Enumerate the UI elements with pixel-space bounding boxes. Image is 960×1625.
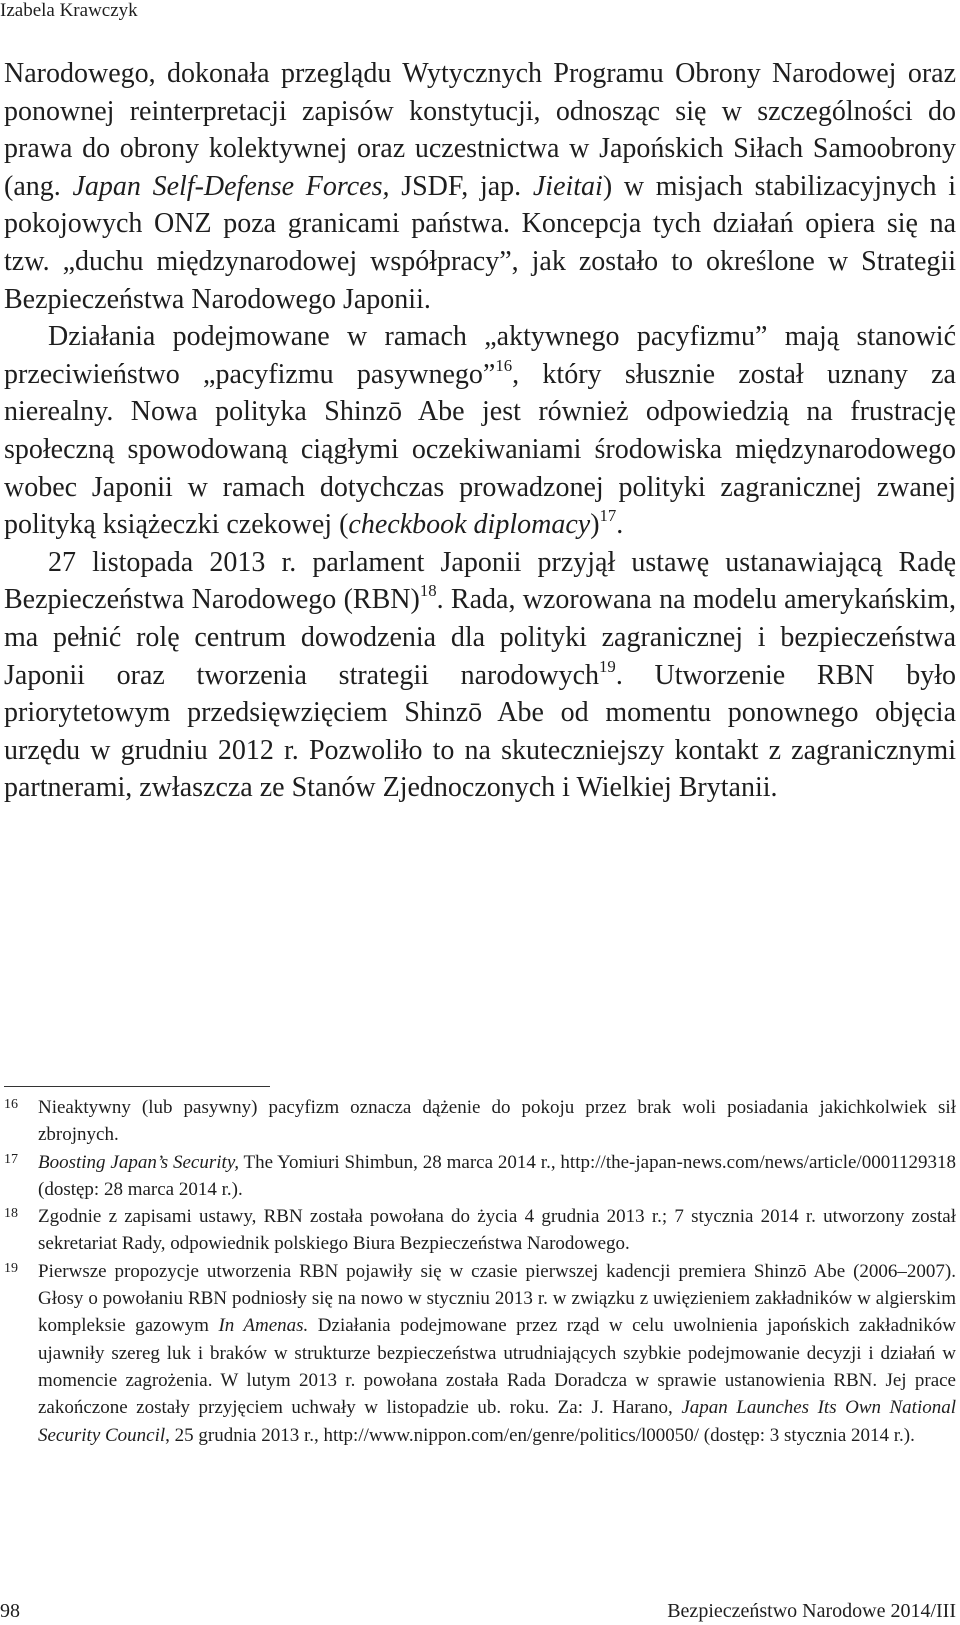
header-author: Izabela Krawczyk bbox=[0, 0, 138, 21]
footnote-text: Pierwsze propozycje utworzenia RBN pojawiły się w czasie pierwszej kadencji premiera Shinzō Abe (2006–2007). Głosy o powołaniu RBN podniosły się na nowo w styczniu 2013 r. w związku z uwięzieniem zakładników w algierskim kompleksie gazowym In Amenas. Działania podejmowane przez rząd w celu uwolnienia japońskich zakładników ujawniły szereg luk i braków w strukturze bezpieczeństwa utrudniających szybkie podejmowanie decyzji i działań w momencie zagrożenia. W lutym 2013 r. powołana została Rada Doradcza w sprawie ustanowienia RBN. Jej prace zakończone zostały przyjęciem uchwały w listopadzie ub. roku. Za: J. Harano, Japan Launches Its Own National Security Council, 25 grudnia 2013 r., http://www.nippon.com/en/genre/politics/l00050/ (dostęp: 3 stycznia 2014 r.). bbox=[38, 1260, 957, 1446]
main-text bbox=[4, 55, 956, 807]
footnote-ref-18[interactable]: 18 bbox=[419, 581, 437, 601]
footnote-number: 16 bbox=[4, 1097, 18, 1112]
footnotes bbox=[4, 1094, 956, 1449]
paragraph-1: Narodowego, dokonała przeglądu Wytycznych Programu Obrony Narodowej oraz ponownej reinterpretacji zapisów konstytucji, odnosząc się w szczególności do prawa do obrony kolektywnej oraz uczestnictwa w Japońskich Siłach Samoobrony (ang. Japan Self-Defense Forces, JSDF, jap. Jieitai) w misjach stabilizacyjnych i pokojowych ONZ poza granicami państwa. Koncepcja tych działań opiera się na tzw. „duchu międzynarodowej współpracy”, jak zostało to określone w Strategii Bezpieczeństwa Narodowego Japonii. bbox=[4, 58, 956, 315]
footnote-ref-17[interactable]: 17 bbox=[599, 506, 617, 526]
footnote-ref-19[interactable]: 19 bbox=[599, 656, 616, 676]
paragraph-2: Działania podejmowane w ramach „aktywnego pacyfizmu” mają stanowić przeciwieństwo „pacyfizmu pasywnego”$^{16}$, który słusznie został uznany za nierealny. Nowa polityka Shinzō Abe jest również odpowiedzią na frustrację społeczną spowodowaną ciągłymi oczekiwaniami środowiska międzynarodowego wobec Japonii w ramach dotychczas prowadzonej polityki zagranicznej zwanej polityką książeczki czekowej (checkbook diplomacy)$^{17}$. bbox=[4, 321, 956, 541]
footnote-text: Zgodnie z zapisami ustawy, RBN została powołana do życia 4 grudnia 2013 r.; 7 stycznia 2014 r. utworzony został sekretariat Rady, odpowiednik polskiego Biura Bezpieczeństwa Narodowego. bbox=[38, 1206, 956, 1255]
footnote-number: 17 bbox=[4, 1151, 18, 1167]
footnote-16 bbox=[4, 1094, 956, 1149]
footnote-text: Boosting Japan’s Security, The Yomiuri Shimbun, 28 marca 2014 r., http://the-japan-news.com/news/article/0001129318 (dostęp: 28 marca 2014 r.). bbox=[38, 1151, 956, 1200]
journal-title: Bezpieczeństwo Narodowe 2014/III bbox=[667, 1600, 956, 1622]
paragraph-3: 27 listopada 2013 r. parlament Japonii przyjął ustawę ustanawiającą Radę Bezpieczeństwa Narodowego (RBN)$^{18}$. Rada, wzorowana na modelu amerykańskim, ma pełnić rolę centrum dowodzenia dla polityki zagranicznej i bezpieczeństwa Japonii oraz tworzenia strategii narodowych$^{19}$. Utworzenie RBN było priorytetowym przedsięwzięciem Shinzō Abe od momentu ponownego objęcia urzędu w grudniu 2012 r. Pozwoliło to na skuteczniejszy kontakt z zagranicznymi partnerami, zwłaszcza ze Stanów Zjednoczonych i Wielkiej Brytanii. bbox=[4, 546, 957, 804]
footnote-number: 19 bbox=[4, 1260, 18, 1276]
footnote-18 bbox=[4, 1203, 956, 1258]
running-header bbox=[0, 0, 138, 22]
footnote-number: 18 bbox=[4, 1206, 18, 1222]
footnote-text: Nieaktywny (lub pasywny) pacyfizm oznacza dążenie do pokoju przez brak woli posiadania jakichkolwiek sił zbrojnych. bbox=[38, 1097, 956, 1146]
footnote-19 bbox=[4, 1258, 956, 1449]
page-number: 98 bbox=[0, 1600, 20, 1622]
footnote-17 bbox=[4, 1149, 956, 1204]
footnote-divider bbox=[4, 1086, 270, 1087]
footnote-ref-16[interactable]: 16 bbox=[495, 355, 513, 375]
